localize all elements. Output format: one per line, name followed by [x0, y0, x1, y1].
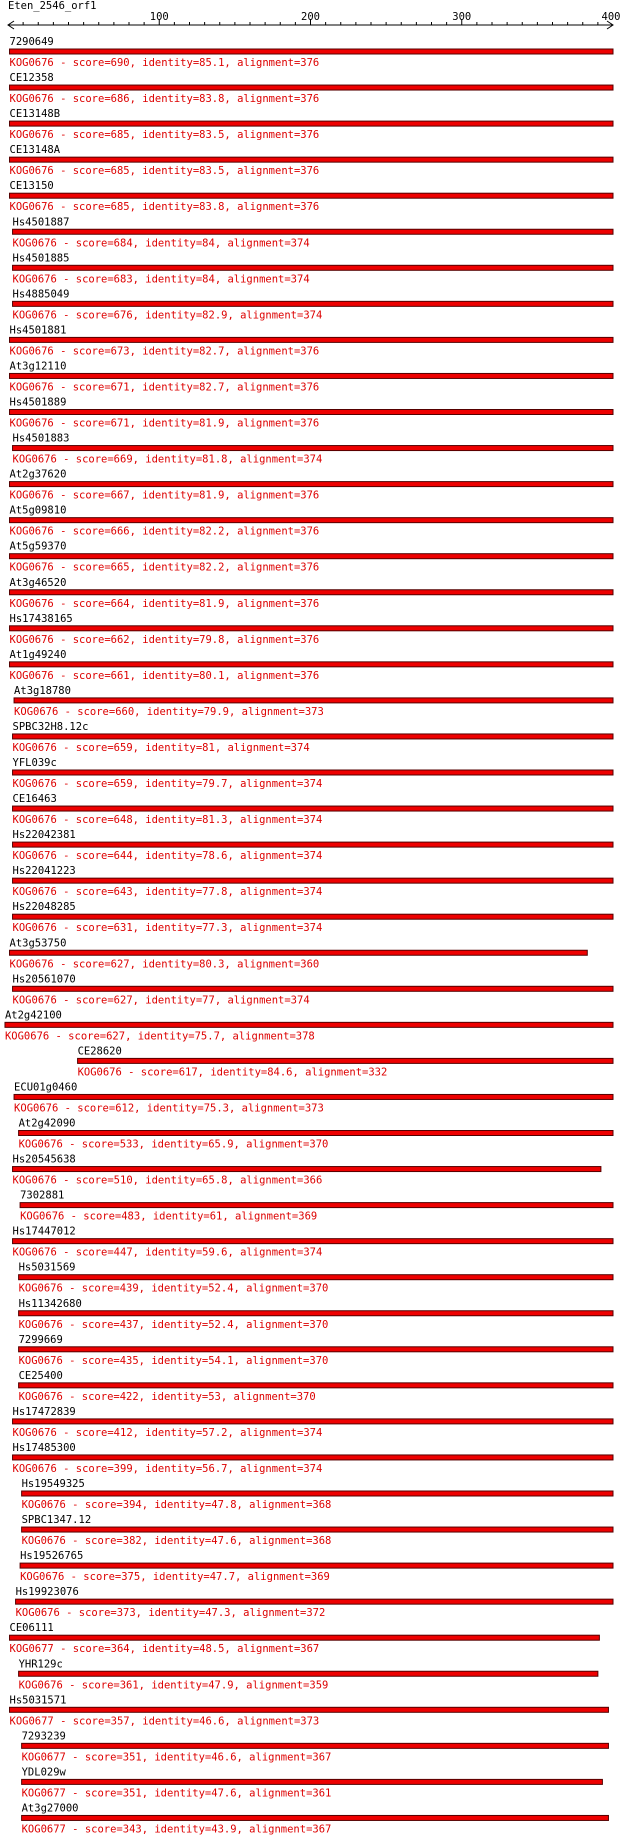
hit-bar	[10, 950, 588, 955]
hit-name: SPBC1347.12	[21, 1514, 92, 1527]
hit-name: CE13150	[9, 180, 54, 193]
hit-description: KOG0676 - score=373, identity=47.3, alignment=372	[15, 1607, 326, 1620]
hit-description: KOG0676 - score=666, identity=82.2, alignment=376	[9, 525, 320, 538]
hit-name: At5g09810	[9, 504, 67, 517]
hit-row	[19, 1262, 613, 1295]
hit-row	[13, 433, 613, 466]
hit-name: Hs11342680	[18, 1297, 82, 1310]
hit-row	[10, 1694, 609, 1727]
hit-row	[19, 1370, 613, 1403]
hit-bar	[13, 446, 613, 451]
hit-description: KOG0676 - score=686, identity=83.8, alignment=376	[9, 93, 320, 106]
hit-name: Hs17485300	[12, 1441, 76, 1454]
hit-name: 7293239	[21, 1730, 66, 1743]
hit-bar	[10, 410, 613, 415]
hit-description: KOG0676 - score=510, identity=65.8, alignment=366	[12, 1174, 323, 1187]
hit-description: KOG0676 - score=685, identity=83.8, alignment=376	[9, 201, 320, 214]
hit-name: 7299669	[18, 1333, 63, 1346]
hit-description: KOG0676 - score=661, identity=80.1, alignment=376	[9, 669, 320, 682]
hit-bar	[13, 806, 613, 811]
hit-name: At1g49240	[9, 648, 67, 661]
hit-name: Hs22041223	[12, 865, 76, 878]
hit-description: KOG0676 - score=612, identity=75.3, alignment=373	[14, 1102, 324, 1115]
hit-name: Hs17438165	[9, 612, 73, 625]
hit-description: KOG0676 - score=660, identity=79.9, alignment=373	[14, 705, 324, 718]
hit-description: KOG0676 - score=617, identity=84.6, alignment=332	[77, 1066, 388, 1079]
hit-name: CE13148B	[9, 108, 61, 121]
hit-bar	[78, 1058, 613, 1063]
hit-row	[10, 577, 613, 610]
hit-bar	[10, 590, 613, 595]
hit-row	[13, 901, 613, 934]
hit-bar	[10, 157, 613, 162]
hit-description: KOG0677 - score=343, identity=43.9, alignment=367	[21, 1823, 332, 1836]
hit-description: KOG0676 - score=412, identity=57.2, alignment=374	[12, 1426, 323, 1439]
hit-name: CE13148A	[9, 144, 61, 157]
hit-description: KOG0676 - score=361, identity=47.9, alignment=359	[18, 1679, 329, 1692]
hit-bar	[10, 1635, 600, 1640]
hit-description: KOG0676 - score=673, identity=82.7, alignment=376	[9, 345, 320, 358]
hit-name: Hs4501889	[9, 396, 67, 409]
hit-description: KOG0676 - score=422, identity=53, alignment=370	[18, 1390, 316, 1403]
hit-row	[10, 360, 613, 393]
hit-name: 7302881	[20, 1189, 65, 1202]
hit-bar	[13, 878, 613, 883]
hit-description: KOG0676 - score=627, identity=80.3, alignment=360	[9, 958, 320, 971]
hit-name: Hs4501885	[12, 252, 70, 265]
hit-name: YDL029w	[21, 1766, 66, 1779]
hit-description: KOG0676 - score=648, identity=81.3, alignment=374	[12, 814, 323, 827]
hit-bar	[19, 1383, 613, 1388]
axis-tick-label: 200	[301, 11, 320, 23]
hit-name: ECU01g0460	[14, 1081, 78, 1094]
hit-name: CE25400	[18, 1369, 63, 1382]
hit-description: KOG0676 - score=483, identity=61, alignment=369	[20, 1210, 318, 1223]
hit-row	[16, 1586, 613, 1619]
hit-description: KOG0676 - score=671, identity=82.7, alignment=376	[9, 381, 320, 394]
hit-description: KOG0676 - score=533, identity=65.9, alignment=370	[18, 1138, 329, 1151]
hit-row	[13, 252, 613, 285]
hit-name: CE16463	[12, 793, 57, 806]
hit-bar	[10, 373, 613, 378]
hit-bar	[22, 1527, 613, 1532]
query-name: Eten_2546_orf1	[8, 0, 97, 12]
hit-name: SPBC32H8.12c	[12, 720, 89, 733]
hit-description: KOG0677 - score=351, identity=46.6, alignment=367	[21, 1751, 332, 1764]
hit-name: At3g18780	[14, 684, 71, 697]
hit-bar	[13, 1419, 613, 1424]
hit-row	[20, 1550, 613, 1583]
hit-row	[13, 1226, 613, 1259]
hit-name: Hs22048285	[12, 901, 76, 914]
axis-tick-label: 100	[149, 11, 169, 23]
hit-description: KOG0676 - score=439, identity=52.4, alignment=370	[18, 1282, 329, 1295]
hit-row	[10, 613, 613, 646]
hit-bar	[10, 482, 613, 487]
hit-name: Hs19923076	[15, 1586, 79, 1599]
hit-bar	[13, 229, 613, 234]
hit-row	[19, 1334, 613, 1367]
hit-bar	[10, 626, 613, 631]
hit-description: KOG0676 - score=435, identity=54.1, alignment=370	[18, 1354, 329, 1367]
hit-row	[20, 1190, 613, 1223]
hit-description: KOG0676 - score=669, identity=81.8, alignment=374	[12, 453, 323, 466]
hit-bar	[13, 1167, 601, 1172]
hit-bar	[13, 770, 613, 775]
hit-row	[13, 288, 613, 321]
hit-description: KOG0676 - score=375, identity=47.7, alignment=369	[20, 1571, 330, 1584]
hit-name: At3g27000	[21, 1802, 79, 1815]
hit-description: KOG0676 - score=627, identity=77, alignment=374	[12, 994, 310, 1007]
hit-name: Hs19526765	[20, 1550, 84, 1563]
hit-bar	[19, 1311, 613, 1316]
hit-bar	[13, 301, 613, 306]
hit-row	[10, 108, 613, 141]
hit-row	[10, 469, 613, 502]
hit-row	[22, 1730, 609, 1763]
hit-bar	[20, 1203, 613, 1208]
hit-bar	[13, 986, 613, 991]
hit-description: KOG0676 - score=399, identity=56.7, alignment=374	[12, 1462, 323, 1475]
hit-bar	[10, 518, 613, 523]
hit-bar	[13, 265, 613, 270]
hit-description: KOG0676 - score=664, identity=81.9, alignment=376	[9, 597, 320, 610]
hit-row	[10, 937, 588, 970]
hit-name: CE28620	[77, 1045, 122, 1058]
hit-description: KOG0676 - score=676, identity=82.9, alignment=374	[12, 309, 323, 322]
hit-row	[10, 397, 613, 430]
hit-description: KOG0677 - score=364, identity=48.5, alignment=367	[9, 1643, 320, 1656]
hit-bar	[13, 734, 613, 739]
hit-bar	[5, 1022, 613, 1027]
hit-row	[5, 1009, 613, 1042]
hit-row	[10, 649, 613, 682]
axis-tick-label: 300	[452, 11, 472, 23]
hit-description: KOG0676 - score=690, identity=85.1, alignment=376	[9, 57, 320, 69]
hit-row	[10, 541, 613, 574]
hit-row	[13, 865, 613, 898]
hit-name: 7290649	[9, 36, 54, 48]
hit-name: Hs4501883	[12, 432, 70, 445]
hit-description: KOG0676 - score=683, identity=84, alignment=374	[12, 273, 310, 286]
hit-bar	[19, 1347, 613, 1352]
hit-name: Hs4885049	[12, 288, 70, 301]
hit-description: KOG0676 - score=627, identity=75.7, alignment=378	[4, 1030, 315, 1043]
hit-description: KOG0676 - score=685, identity=83.5, alignment=376	[9, 165, 320, 178]
hit-bar	[19, 1131, 613, 1136]
hit-description: KOG0677 - score=351, identity=47.6, alignment=361	[21, 1787, 332, 1800]
hit-row	[10, 505, 613, 538]
hit-name: Hs19549325	[21, 1478, 85, 1490]
hit-description: KOG0677 - score=357, identity=46.6, alignment=373	[9, 1715, 320, 1728]
hit-bar	[10, 85, 613, 90]
hit-bar	[19, 1671, 598, 1676]
hit-row	[22, 1766, 603, 1799]
hit-name: At3g12110	[9, 360, 67, 373]
hit-row	[10, 72, 613, 105]
hit-row	[22, 1514, 613, 1547]
hit-row	[13, 829, 613, 862]
hit-row	[13, 757, 613, 790]
hit-name: CE06111	[9, 1622, 54, 1635]
hit-name: Hs4501887	[12, 216, 70, 229]
hit-bar	[20, 1563, 613, 1568]
hit-name: Hs17472839	[12, 1405, 76, 1418]
hit-bar	[10, 193, 613, 198]
hit-name: Hs5031571	[9, 1694, 67, 1707]
hit-list	[5, 36, 613, 1835]
hit-bar	[14, 698, 613, 703]
hit-row	[22, 1478, 613, 1511]
hit-row	[13, 721, 613, 754]
hit-name: At2g37620	[9, 468, 67, 481]
hit-row	[13, 973, 613, 1006]
hit-bar	[13, 914, 613, 919]
hit-name: Hs17447012	[12, 1225, 76, 1238]
hit-name: CE12358	[9, 72, 54, 85]
hit-row	[19, 1298, 613, 1331]
hit-description: KOG0676 - score=665, identity=82.2, alignment=376	[9, 561, 320, 574]
hit-description: KOG0676 - score=437, identity=52.4, alignment=370	[18, 1318, 329, 1331]
hit-row	[19, 1118, 613, 1151]
hit-row	[14, 1081, 613, 1114]
hit-description: KOG0676 - score=667, identity=81.9, alignment=376	[9, 489, 320, 502]
hit-description: KOG0676 - score=643, identity=77.8, alignment=374	[12, 886, 323, 899]
hit-name: Hs5031569	[18, 1261, 76, 1274]
hit-name: At5g59370	[9, 540, 67, 553]
hit-bar	[19, 1275, 613, 1280]
hit-bar	[14, 1094, 613, 1099]
hit-row	[14, 685, 613, 718]
hit-row	[13, 216, 613, 249]
hit-description: KOG0676 - score=662, identity=79.8, alignment=376	[9, 633, 320, 646]
hit-name: Hs4501881	[9, 324, 67, 337]
hit-row	[13, 1154, 601, 1187]
axis-tick-label: 400	[601, 11, 620, 23]
hit-bar	[16, 1599, 613, 1604]
hit-bar	[22, 1743, 609, 1748]
hit-bar	[10, 121, 613, 126]
hit-row	[13, 793, 613, 826]
hit-bar	[10, 1707, 609, 1712]
hit-name: YFL039c	[12, 757, 57, 769]
hit-description: KOG0676 - score=671, identity=81.9, alignment=376	[9, 417, 320, 430]
hit-description: KOG0676 - score=382, identity=47.6, alignment=368	[21, 1535, 332, 1548]
hit-bar	[13, 1455, 613, 1460]
hit-row	[22, 1802, 609, 1835]
hit-bar	[13, 1239, 613, 1244]
query-axis	[8, 11, 620, 29]
hit-bar	[10, 49, 613, 54]
hit-row	[10, 324, 613, 357]
hit-row	[10, 180, 613, 213]
hit-row	[10, 36, 613, 69]
hit-name: Hs22042381	[12, 829, 76, 842]
hit-description: KOG0676 - score=659, identity=79.7, alignment=374	[12, 778, 323, 790]
hit-bar	[13, 842, 613, 847]
hit-row	[78, 1045, 613, 1078]
hit-name: At2g42090	[18, 1117, 76, 1130]
hit-description: KOG0676 - score=659, identity=81, alignment=374	[12, 741, 310, 754]
hit-bar	[22, 1779, 603, 1784]
hit-bar	[22, 1815, 609, 1820]
hit-row	[10, 1622, 600, 1655]
hit-description: KOG0676 - score=644, identity=78.6, alignment=374	[12, 850, 323, 863]
hit-name: Hs20561070	[12, 973, 76, 986]
hit-row	[13, 1406, 613, 1439]
hit-bar	[10, 662, 613, 667]
hit-description: KOG0676 - score=394, identity=47.8, alignment=368	[21, 1499, 332, 1511]
hit-name: At2g42100	[4, 1009, 62, 1022]
hit-name: At3g46520	[9, 576, 67, 589]
hit-name: Hs20545638	[12, 1153, 76, 1166]
hit-bar	[10, 337, 613, 342]
hit-description: KOG0676 - score=447, identity=59.6, alignment=374	[12, 1246, 323, 1259]
hit-bar	[10, 554, 613, 559]
hit-row	[10, 144, 613, 177]
hit-bar	[22, 1491, 613, 1496]
hit-description: KOG0676 - score=684, identity=84, alignment=374	[12, 237, 310, 250]
hit-name: At3g53750	[9, 937, 67, 950]
hit-row	[13, 1442, 613, 1475]
hit-description: KOG0676 - score=631, identity=77.3, alignment=374	[12, 922, 323, 935]
hit-name: YHR129c	[18, 1658, 63, 1671]
hit-row	[19, 1658, 598, 1691]
hit-description: KOG0676 - score=685, identity=83.5, alignment=376	[9, 129, 320, 142]
